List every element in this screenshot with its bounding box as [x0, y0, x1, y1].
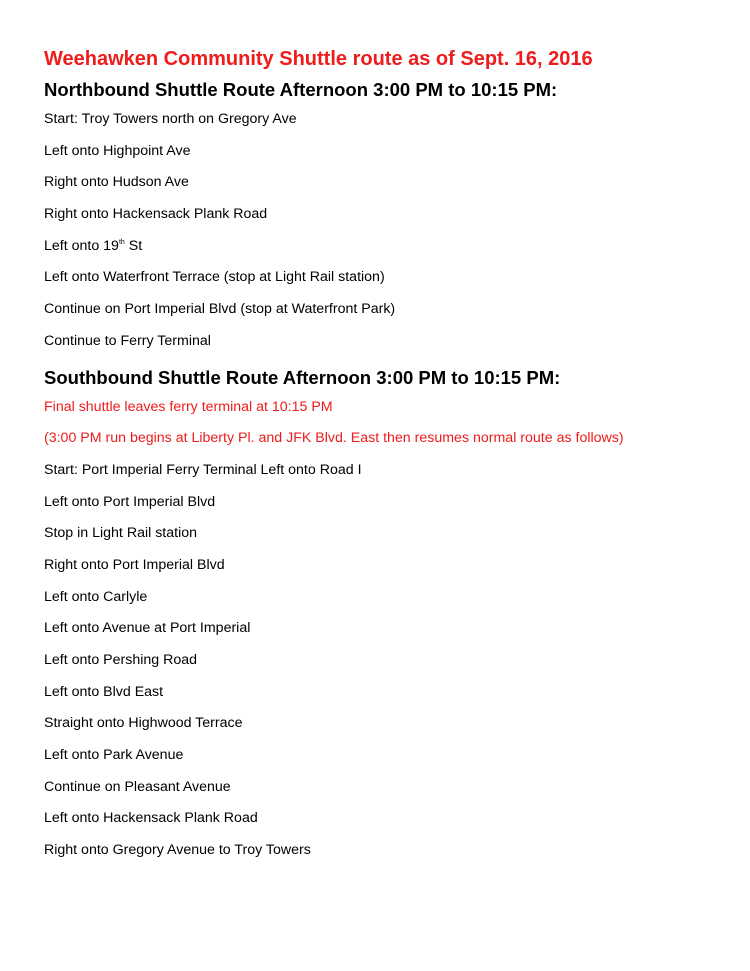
northbound-step: Left onto Highpoint Ave [44, 142, 191, 159]
southbound-notice: (3:00 PM run begins at Liberty Pl. and JFK Blvd. East then resumes normal route as follows) [44, 430, 624, 447]
southbound-step: Left onto Hackensack Plank Road [44, 810, 258, 827]
southbound-step: Left onto Blvd East [44, 683, 164, 700]
northbound-step: Left onto Waterfront Terrace (stop at Light Rail station) [44, 269, 385, 286]
southbound-section [44, 363, 724, 872]
step-text: St [124, 237, 143, 254]
northbound-step: Right onto Hackensack Plank Road [44, 206, 268, 223]
southbound-step: Left onto Pershing Road [44, 652, 198, 668]
northbound-step [44, 236, 724, 268]
southbound-step: Straight onto Highwood Terrace [44, 715, 243, 732]
southbound-step: Stop in Light Rail station [44, 525, 198, 542]
southbound-step: Left onto Avenue at Port Imperial [44, 620, 251, 637]
southbound-step: Left onto Port Imperial Blvd [44, 493, 216, 510]
southbound-step: Start: Port Imperial Ferry Terminal Left onto Road I [44, 461, 362, 478]
southbound-step: Left onto Carlyle [44, 588, 148, 605]
southbound-step: Right onto Port Imperial Blvd [44, 556, 225, 573]
ordinal-suffix: th [118, 238, 125, 246]
northbound-step: Start: Troy Towers north on Gregory Ave [44, 111, 297, 127]
southbound-step: Left onto Park Avenue [44, 747, 184, 764]
northbound-step: Right onto Hudson Ave [44, 174, 189, 191]
northbound-step: Continue to Ferry Terminal [44, 332, 211, 349]
northbound-step: Continue on Port Imperial Blvd (stop at Waterfront Park) [44, 301, 396, 318]
northbound-section [44, 75, 724, 363]
document-title: Weehawken Community Shuttle route as of Sept. 16, 2016 [44, 48, 593, 70]
southbound-step: Continue on Pleasant Avenue [44, 778, 231, 795]
route-document [44, 44, 724, 872]
step-text: Left onto 19 [44, 237, 119, 254]
southbound-step: Right onto Gregory Avenue to Troy Towers [44, 842, 311, 859]
southbound-notice: Final shuttle leaves ferry terminal at 10:15 PM [44, 398, 333, 415]
northbound-heading: Northbound Shuttle Route Afternoon 3:00 PM to 10:15 PM: [44, 79, 558, 100]
southbound-heading: Southbound Shuttle Route Afternoon 3:00 PM to 10:15 PM: [44, 366, 561, 388]
